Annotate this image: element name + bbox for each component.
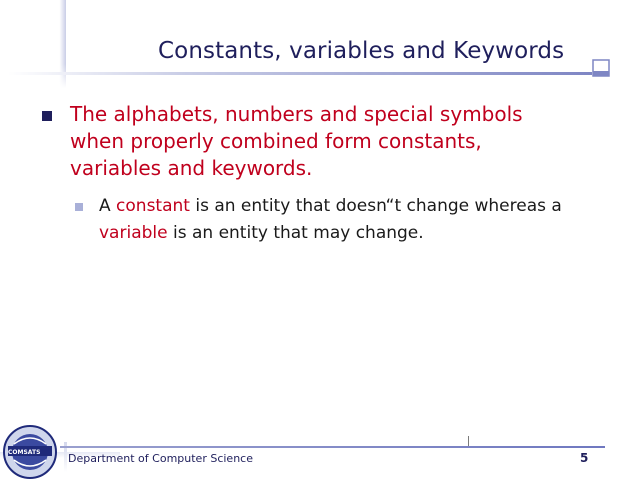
- footer-tick: [468, 436, 469, 446]
- footer-rule: [60, 446, 605, 448]
- slide-title: Constants, variables and Keywords: [158, 38, 565, 64]
- sub-bullet-text-part2: is an entity that doesn“t change whereas a: [189, 196, 562, 216]
- bullet-square-icon: [42, 111, 52, 121]
- bullet-text-main: The alphabets, numbers and special symbols when properly combined form constants, variables and keywords.: [70, 102, 523, 180]
- bullet-text-sub: [99, 193, 599, 247]
- footer-department: Department of Computer Science: [68, 452, 253, 465]
- sub-bullet-square-icon: [75, 203, 83, 211]
- sub-bullet-text-part1: A: [99, 196, 117, 216]
- sub-bullet-text-part3: is an entity that may change.: [167, 223, 424, 243]
- logo-text: COMSATS: [8, 449, 41, 456]
- term-constant: constant: [116, 196, 190, 216]
- title-rule: [8, 72, 592, 75]
- corner-box-icon: [592, 59, 610, 77]
- page-number: 5: [580, 451, 589, 465]
- term-variable: variable: [99, 223, 168, 243]
